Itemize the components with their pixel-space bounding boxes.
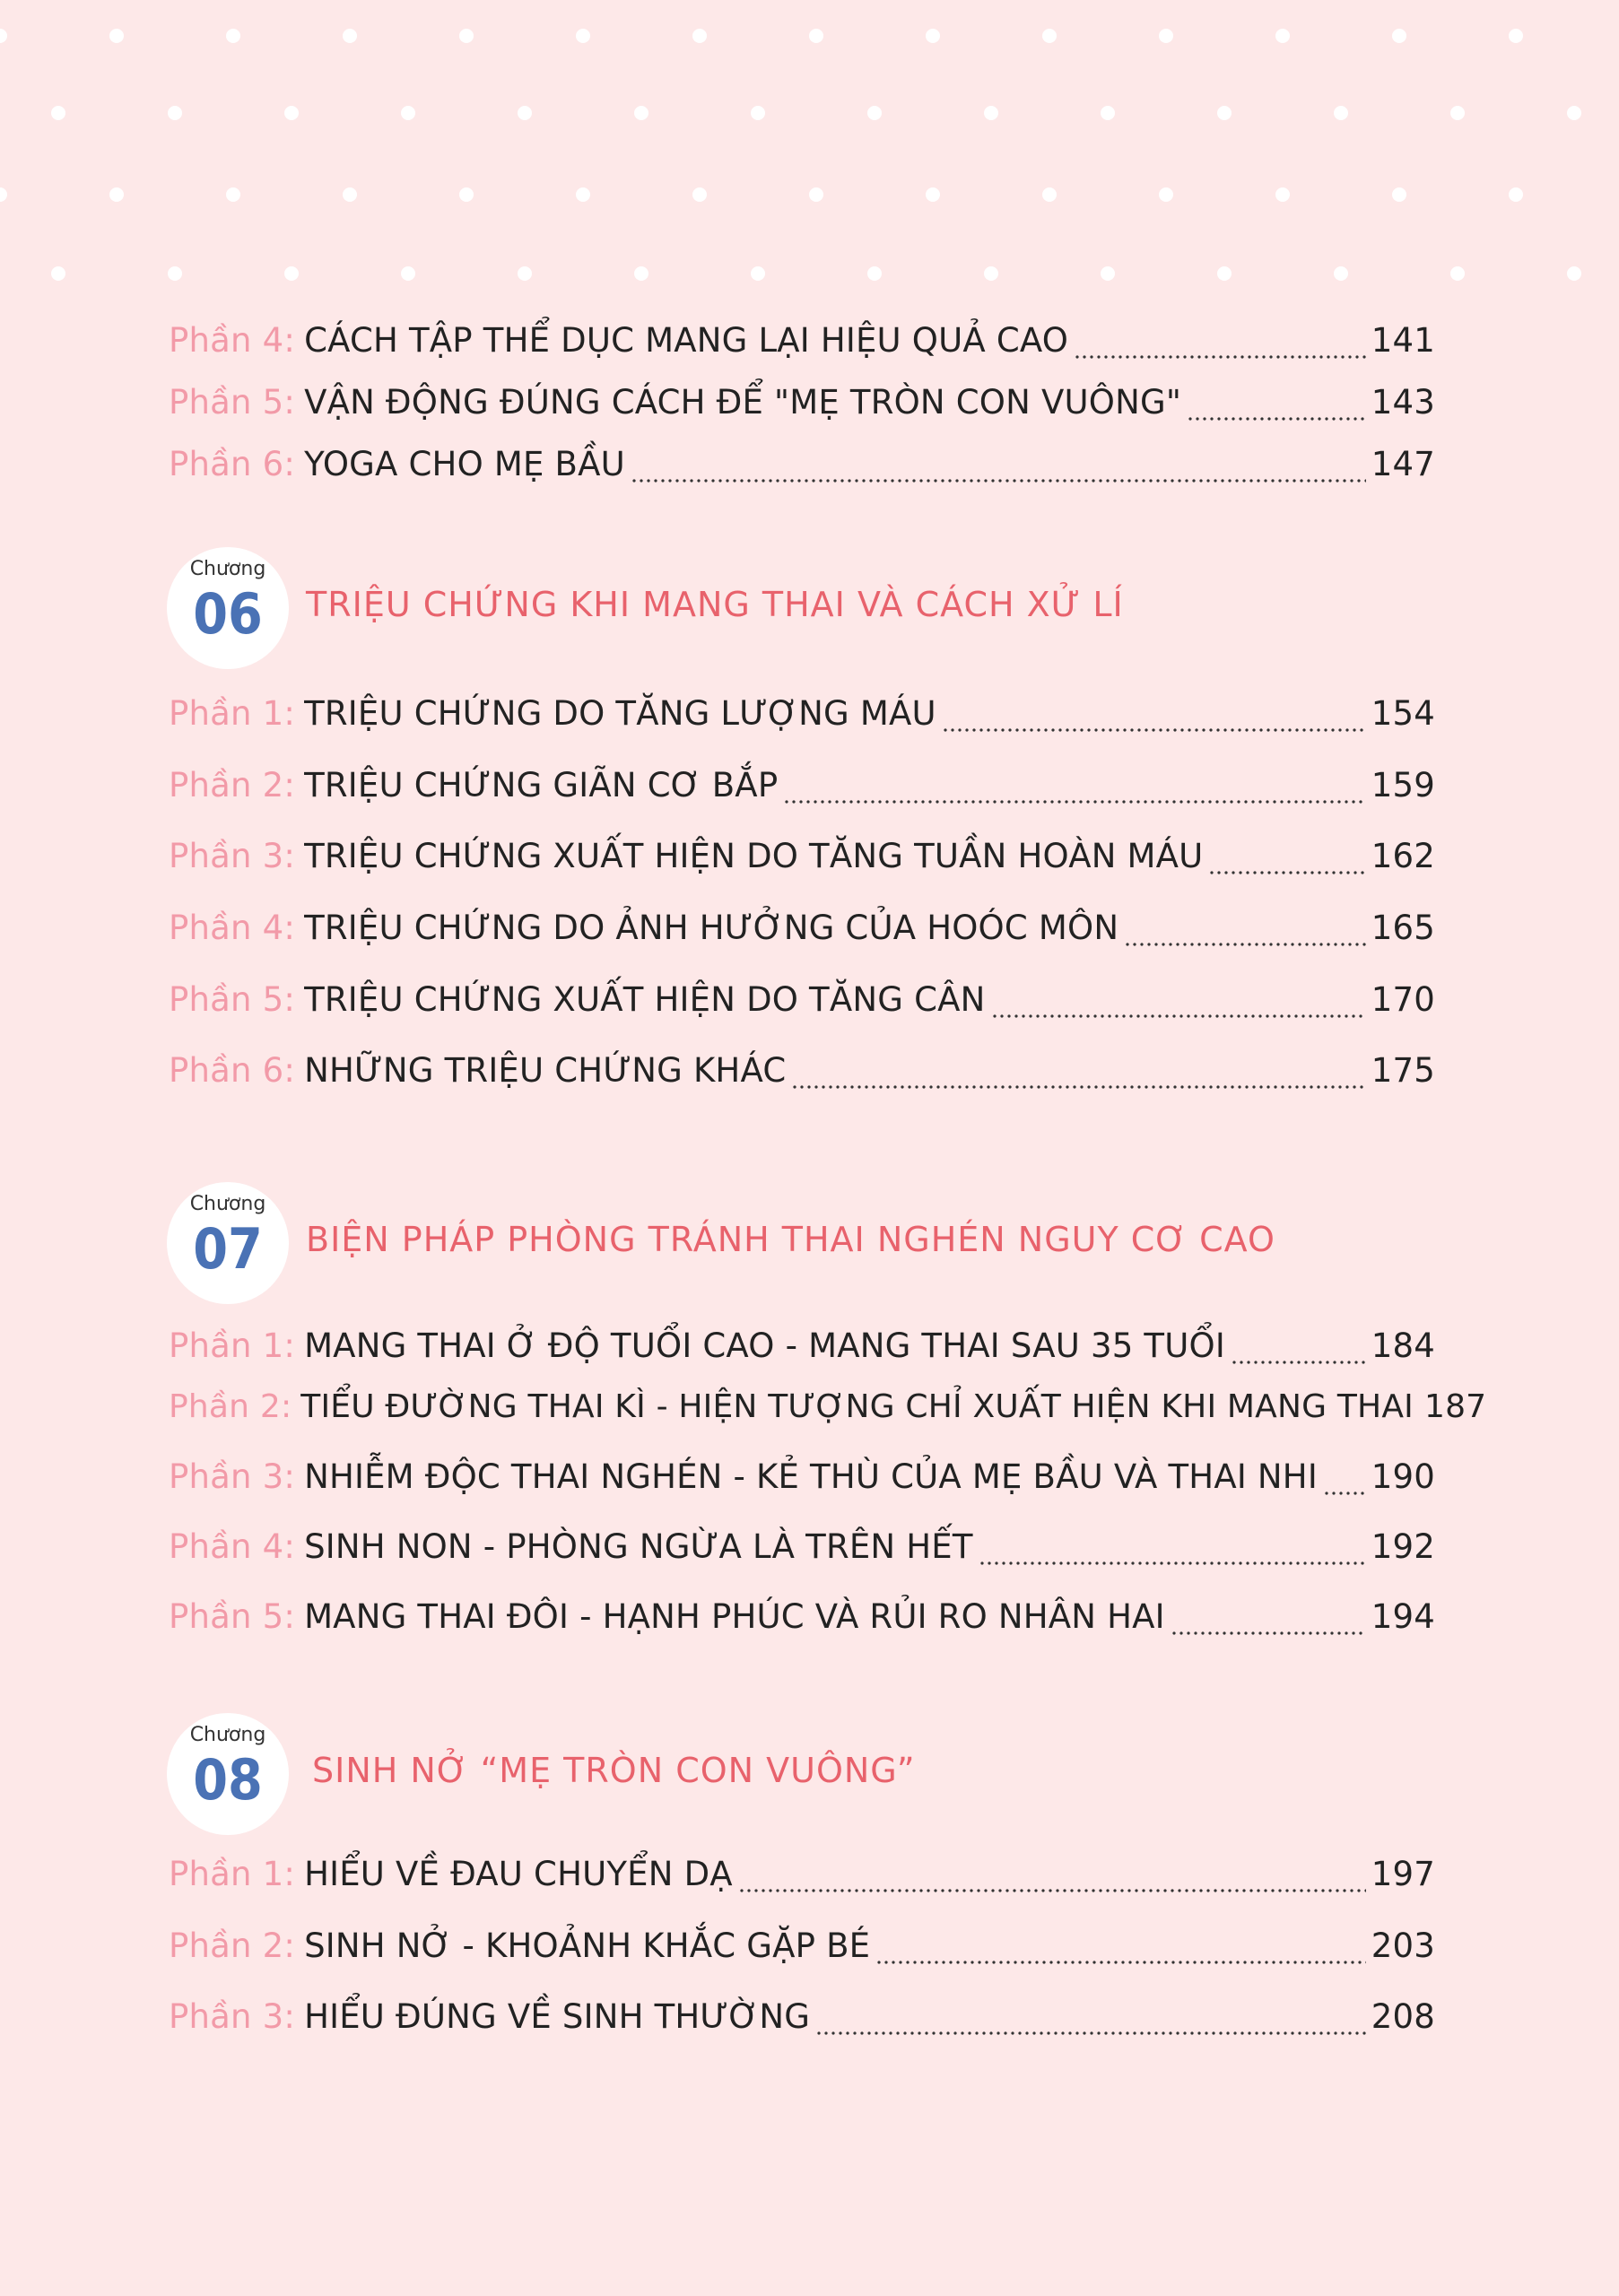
toc-entry[interactable] xyxy=(169,1997,1435,2048)
dot-leader xyxy=(875,1961,1366,1964)
toc-entry[interactable] xyxy=(169,1926,1435,1977)
page-number: 175 xyxy=(1371,1051,1435,1090)
dot-leader xyxy=(1323,1492,1366,1495)
page-number: 192 xyxy=(1371,1527,1435,1566)
chapter-heading xyxy=(167,1182,1441,1304)
page-number: 165 xyxy=(1371,909,1435,947)
page-number: 147 xyxy=(1371,445,1435,483)
dot-leader xyxy=(783,800,1365,804)
toc-entry[interactable] xyxy=(169,1457,1435,1508)
page-number: 143 xyxy=(1371,383,1435,422)
entry-title: TIỂU ĐƯỜNG THAI KÌ - HIỆN TƯỢNG CHỈ XUẤT HIỆN KHI MANG THAI xyxy=(300,1388,1414,1425)
toc-entry[interactable] xyxy=(169,694,1435,744)
page-number: 197 xyxy=(1371,1855,1435,1893)
toc-entry[interactable] xyxy=(169,321,1435,371)
dot-leader xyxy=(991,1014,1366,1018)
chapter-number: 08 xyxy=(193,1747,263,1813)
part-label: Phần 5: xyxy=(169,1597,296,1636)
page-number: 184 xyxy=(1371,1326,1435,1365)
page-number: 141 xyxy=(1371,321,1435,360)
part-label: Phần 4: xyxy=(169,321,296,360)
page-number: 162 xyxy=(1371,837,1435,875)
dot-leader xyxy=(1171,1631,1366,1635)
part-label: Phần 4: xyxy=(169,909,296,947)
toc-entry[interactable] xyxy=(169,837,1435,887)
toc-entry[interactable] xyxy=(169,1388,1487,1439)
toc-entry[interactable] xyxy=(169,1051,1435,1101)
entry-title: VẬN ĐỘNG ĐÚNG CÁCH ĐỂ "MẸ TRÒN CON VUÔNG" xyxy=(304,383,1182,422)
dot-leader xyxy=(942,728,1366,732)
dot-leader xyxy=(631,479,1366,483)
dot-leader xyxy=(1208,871,1365,874)
part-label: Phần 5: xyxy=(169,980,296,1019)
entry-title: TRIỆU CHỨNG XUẤT HIỆN DO TĂNG TUẦN HOÀN MÁU xyxy=(304,837,1204,875)
chapter-label: Chương xyxy=(189,558,266,580)
entry-title: SINH NỞ - KHOẢNH KHẮC GẶP BÉ xyxy=(304,1926,871,1965)
chapter-badge xyxy=(167,1713,289,1835)
dot-leader xyxy=(1074,355,1366,359)
page-number: 208 xyxy=(1371,1997,1435,2036)
entry-title: NHỮNG TRIỆU CHỨNG KHÁC xyxy=(304,1051,787,1090)
entry-title: TRIỆU CHỨNG GIÃN CƠ BẮP xyxy=(304,766,779,804)
part-label: Phần 1: xyxy=(169,694,296,733)
part-label: Phần 1: xyxy=(169,1855,296,1893)
chapter-heading xyxy=(167,547,1441,669)
part-label: Phần 3: xyxy=(169,837,296,875)
entry-title: HIỂU ĐÚNG VỀ SINH THƯỜNG xyxy=(304,1997,811,2036)
entry-title: YOGA CHO MẸ BẦU xyxy=(304,445,625,483)
part-label: Phần 6: xyxy=(169,1051,296,1090)
page-number: 194 xyxy=(1371,1597,1435,1636)
page-number: 203 xyxy=(1371,1926,1435,1965)
chapter-title: BIỆN PHÁP PHÒNG TRÁNH THAI NGHÉN NGUY CƠ CAO xyxy=(306,1220,1275,1259)
dot-leader xyxy=(979,1561,1366,1565)
entry-title: TRIỆU CHỨNG DO ẢNH HƯỞNG CỦA HOÓC MÔN xyxy=(304,909,1119,947)
toc-entry[interactable] xyxy=(169,980,1435,1031)
entry-title: MANG THAI Ở ĐỘ TUỔI CAO - MANG THAI SAU 35 TUỔI xyxy=(304,1326,1225,1365)
entry-title: NHIỄM ĐỘC THAI NGHÉN - KẺ THÙ CỦA MẸ BẦU VÀ THAI NHI xyxy=(304,1457,1318,1496)
toc-entry[interactable] xyxy=(169,1326,1435,1377)
entry-title: TRIỆU CHỨNG DO TĂNG LƯỢNG MÁU xyxy=(304,694,936,733)
part-label: Phần 5: xyxy=(169,383,296,422)
entry-title: MANG THAI ĐÔI - HẠNH PHÚC VÀ RỦI RO NHÂN HAI xyxy=(304,1597,1165,1636)
page-number: 159 xyxy=(1371,766,1435,804)
part-label: Phần 3: xyxy=(169,1997,296,2036)
part-label: Phần 2: xyxy=(169,1388,292,1425)
part-label: Phần 4: xyxy=(169,1527,296,1566)
toc-entry[interactable] xyxy=(169,383,1435,433)
entry-title: SINH NON - PHÒNG NGỪA LÀ TRÊN HẾT xyxy=(304,1527,973,1566)
dot-leader xyxy=(1187,417,1366,421)
chapter-title: TRIỆU CHỨNG KHI MANG THAI VÀ CÁCH XỬ LÍ xyxy=(306,585,1124,624)
chapter-badge xyxy=(167,1182,289,1304)
toc-entry[interactable] xyxy=(169,1597,1435,1648)
chapter-label: Chương xyxy=(189,1724,266,1746)
dot-leader xyxy=(815,2031,1366,2035)
part-label: Phần 2: xyxy=(169,1926,296,1965)
entry-title: CÁCH TẬP THỂ DỤC MANG LẠI HIỆU QUẢ CAO xyxy=(304,321,1069,360)
toc-entry[interactable] xyxy=(169,1527,1435,1578)
part-label: Phần 3: xyxy=(169,1457,296,1496)
chapter-badge xyxy=(167,547,289,669)
chapter-heading xyxy=(167,1713,1441,1835)
entry-title: HIỂU VỀ ĐAU CHUYỂN DẠ xyxy=(304,1855,733,1893)
page-number: 154 xyxy=(1371,694,1435,733)
chapter-label: Chương xyxy=(189,1193,266,1215)
page-number: 187 xyxy=(1423,1388,1487,1425)
entry-title: TRIỆU CHỨNG XUẤT HIỆN DO TĂNG CÂN xyxy=(304,980,986,1019)
page-number: 190 xyxy=(1371,1457,1435,1496)
part-label: Phần 1: xyxy=(169,1326,296,1365)
dot-leader xyxy=(1231,1361,1366,1364)
toc-entry[interactable] xyxy=(169,909,1435,959)
chapter-number: 06 xyxy=(193,581,263,647)
chapter-title: SINH NỞ “MẸ TRÒN CON VUÔNG” xyxy=(312,1751,916,1790)
toc-entry[interactable] xyxy=(169,766,1435,816)
page-number: 170 xyxy=(1371,980,1435,1019)
part-label: Phần 6: xyxy=(169,445,296,483)
chapter-number: 07 xyxy=(193,1216,263,1282)
toc-entry[interactable] xyxy=(169,1855,1435,1905)
part-label: Phần 2: xyxy=(169,766,296,804)
dot-leader xyxy=(791,1085,1365,1089)
toc-entry[interactable] xyxy=(169,445,1435,495)
dot-leader xyxy=(1124,943,1366,946)
dot-leader xyxy=(738,1889,1366,1892)
